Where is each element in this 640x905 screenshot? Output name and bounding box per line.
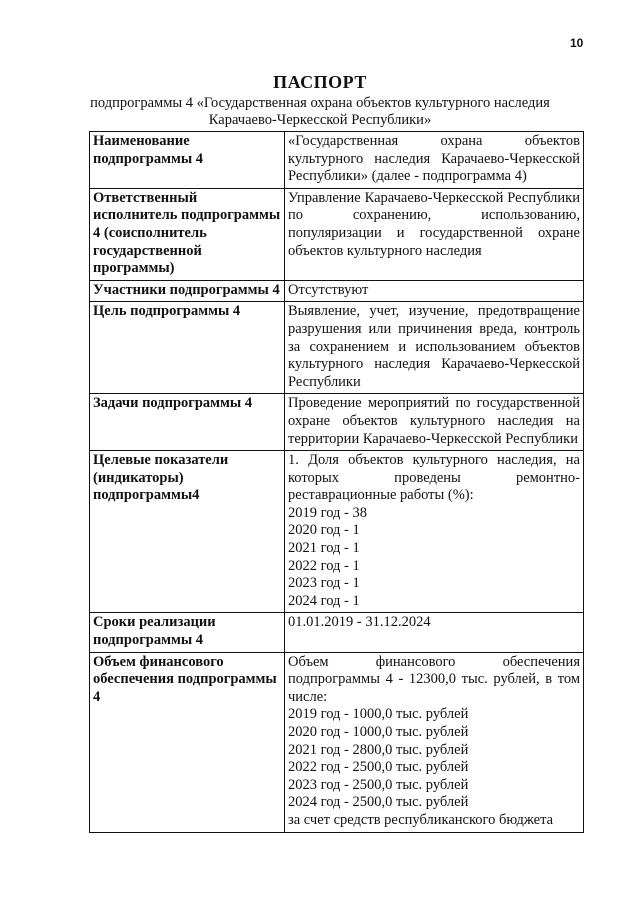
row-label: Задачи подпрограммы 4 bbox=[90, 394, 285, 451]
row-value bbox=[285, 613, 584, 652]
row-value-line: 2019 год - 38 bbox=[288, 504, 367, 521]
row-value-line: 2020 год - 1 bbox=[288, 522, 360, 539]
page-number: 10 bbox=[570, 36, 584, 50]
row-value-line: 2021 год - 1 bbox=[288, 540, 360, 557]
row-value-line: Объем финансового обеспечения подпрограммы 4 - 12300,0 тыс. рублей, в том числе: bbox=[288, 653, 580, 705]
row-label: Ответственный исполнитель подпрограммы 4 (соисполнитель государственной программы) bbox=[90, 188, 285, 280]
passport-row bbox=[90, 188, 584, 280]
row-value-line: за счет средств республиканского бюджета bbox=[288, 811, 554, 828]
row-value-line: Управление Карачаево-Черкесской Республики по сохранению, использованию, популяризации и государственной охране объектов культурного наследия bbox=[288, 189, 580, 259]
row-value-line: 2021 год - 2800,0 тыс. рублей bbox=[288, 741, 469, 758]
row-value-line: 2019 год - 1000,0 тыс. рублей bbox=[288, 706, 469, 723]
row-value-line: «Государственная охрана объектов культурного наследия Карачаево-Черкесской Республики» (далее - подпрограмма 4) bbox=[288, 133, 580, 185]
passport-row bbox=[90, 652, 584, 832]
passport-row bbox=[90, 280, 584, 302]
row-label: Цель подпрограммы 4 bbox=[90, 302, 285, 394]
row-value bbox=[285, 280, 584, 302]
row-value bbox=[285, 188, 584, 280]
passport-table bbox=[89, 131, 584, 833]
row-value-line: Проведение мероприятий по государственной охране объектов культурного наследия на территории Карачаево-Черкесской Республики bbox=[288, 395, 580, 447]
subtitle-line: Карачаево-Черкесской Республики» bbox=[208, 112, 432, 128]
row-value-line: 2024 год - 1 bbox=[288, 592, 360, 609]
row-label: Сроки реализации подпрограммы 4 bbox=[90, 613, 285, 652]
row-value bbox=[285, 394, 584, 451]
passport-row bbox=[90, 132, 584, 189]
row-value-line: 2022 год - 1 bbox=[288, 557, 360, 574]
row-value-line: Выявление, учет, изучение, предотвращение разрушения или причинения вреда, контроль за сохранением и использованием объектов культурного наследия Карачаево-Черкесской Республики bbox=[288, 303, 580, 390]
row-value-line: 2020 год - 1000,0 тыс. рублей bbox=[288, 724, 469, 740]
row-value-line: Отсутствуют bbox=[288, 281, 369, 298]
row-value-line: 2022 год - 2500,0 тыс. рублей bbox=[288, 759, 469, 776]
row-label: Целевые показатели (индикаторы) подпрограммы4 bbox=[90, 451, 285, 613]
row-value-line: 01.01.2019 - 31.12.2024 bbox=[288, 614, 431, 631]
row-value-line: 2023 год - 1 bbox=[288, 575, 360, 592]
row-value bbox=[285, 451, 584, 613]
row-label: Наименование подпрограммы 4 bbox=[90, 132, 285, 189]
row-value bbox=[285, 132, 584, 189]
passport-row bbox=[90, 394, 584, 451]
document-subtitle bbox=[60, 95, 580, 129]
document-title: ПАСПОРТ bbox=[273, 72, 367, 92]
subtitle-line: подпрограммы 4 «Государственная охрана объектов культурного наследия bbox=[90, 95, 550, 111]
row-value-line: 2024 год - 2500,0 тыс. рублей bbox=[288, 794, 469, 811]
passport-row bbox=[90, 302, 584, 394]
row-label: Объем финансового обеспечения подпрограммы 4 bbox=[90, 652, 285, 832]
row-value bbox=[285, 302, 584, 394]
row-value-line: 1. Доля объектов культурного наследия, на которых проведены ремонтно-реставрационные работы (%): bbox=[288, 452, 580, 504]
row-value bbox=[285, 652, 584, 832]
row-value-line: 2023 год - 2500,0 тыс. рублей bbox=[288, 776, 469, 793]
passport-row bbox=[90, 451, 584, 613]
passport-row bbox=[90, 613, 584, 652]
row-label: Участники подпрограммы 4 bbox=[90, 280, 285, 302]
